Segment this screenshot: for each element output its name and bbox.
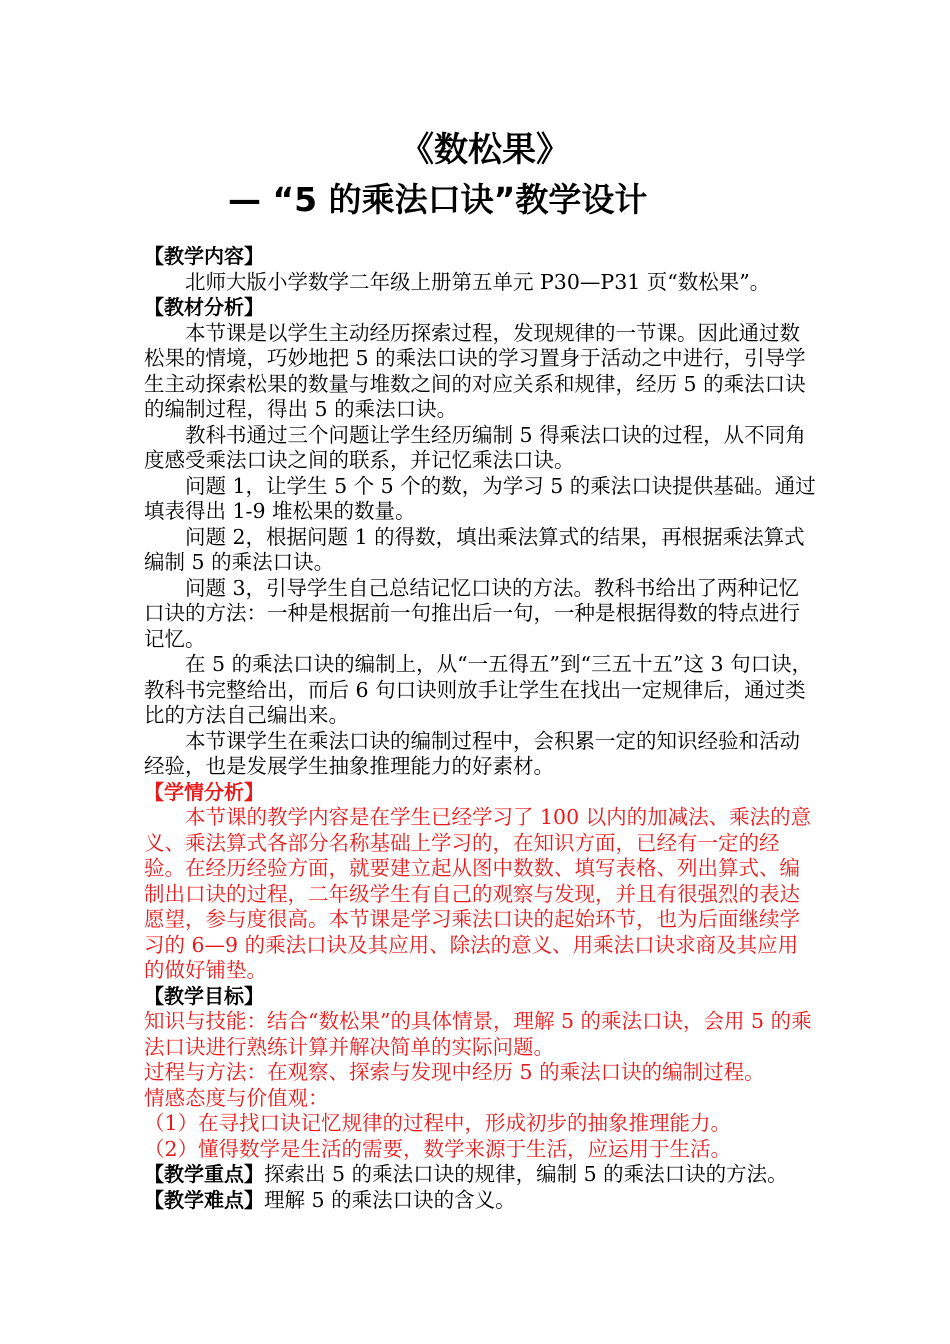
analysis-paragraph-4: 问题 2，根据问题 1 的得数，填出乘法算式的结果，再根据乘法算式编制 5 的乘法口诀。 xyxy=(144,524,805,574)
goal-emotion-item-1: （1）在寻找口诀记忆规律的过程中，形成初步的抽象推理能力。 xyxy=(144,1111,732,1135)
analysis-paragraph-1: 本节课是以学生主动经历探索过程，发现规律的一节课。因此通过数松果的情境，巧妙地把 5 的乘法口诀的学习置身于活动之中进行，引导学生主动探索松果的数量与堆数之间的对应关系和规律，经历 5 的乘法口诀的编制过程，得出 5 的乘法口诀。 xyxy=(144,320,806,421)
document-title: 《数松果》 xyxy=(400,130,570,170)
section-heading-students: 【学情分析】 xyxy=(144,779,264,804)
section-heading-difficulty: 【教学难点】 xyxy=(144,1187,264,1212)
goal-emotion-item-2: （2）懂得数学是生活的需要，数学来源于生活，应运用于生活。 xyxy=(144,1136,732,1161)
document-subtitle: — “5 的乘法口诀”教学设计 xyxy=(228,180,648,219)
analysis-paragraph-2: 教科书通过三个问题让学生经历编制 5 得乘法口诀的过程，从不同角度感受乘法口诀之间的联系，并记忆乘法口诀。 xyxy=(144,422,806,472)
section-heading-analysis: 【教材分析】 xyxy=(144,295,264,319)
difficulty-line xyxy=(144,1188,818,1214)
students-paragraph: 本节课的教学内容是在学生已经学习了 100 以内的加减法、乘法的意义、乘法算式各部分名称基础上学习的，在知识方面，已经有一定的经验。在经历经验方面，就要建立起从图中数数、填写表格、列出算式、编制出口诀的过程，二年级学生有自己的观察与发现，并且有很强烈的表达愿望，参与度很高。本节课是学习乘法口诀的起始环节，也为后面继续学习的 6—9 的乘法口诀及其应用、除法的意义、用乘法口诀求商及其应用的做好铺垫。 xyxy=(144,805,812,982)
section-heading-key: 【教学重点】 xyxy=(144,1162,264,1186)
goal-knowledge: 知识与技能：结合“数松果”的具体情景，理解 5 的乘法口诀，会用 5 的乘法口诀进行熟练计算并解决简单的实际问题。 xyxy=(144,1009,812,1059)
analysis-paragraph-6: 在 5 的乘法口诀的编制上，从“一五得五”到“三五十五”这 3 句口诀，教科书完整给出，而后 6 句口诀则放手让学生在找出一定规律后，通过类比的方法自己编出来。 xyxy=(144,652,813,727)
difficulty-text: 理解 5 的乘法口诀的含义。 xyxy=(264,1187,516,1212)
content-paragraph: 北师大版小学数学二年级上册第五单元 P30—P31 页“数松果”。 xyxy=(185,269,771,294)
section-heading-goals: 【教学目标】 xyxy=(144,983,264,1008)
key-points-text: 探索出 5 的乘法口诀的规律，编制 5 的乘法口诀的方法。 xyxy=(264,1162,788,1186)
goal-emotion: 情感态度与价值观： xyxy=(144,1085,329,1110)
goal-process: 过程与方法：在观察、探索与发现中经历 5 的乘法口诀的编制过程。 xyxy=(144,1060,765,1084)
analysis-paragraph-7: 本节课学生在乘法口诀的编制过程中，会积累一定的知识经验和活动经验，也是发展学生抽象推理能力的好素材。 xyxy=(144,728,800,778)
section-heading-content: 【教学内容】 xyxy=(144,244,264,268)
analysis-paragraph-3: 问题 1，让学生 5 个 5 个的数，为学习 5 的乘法口诀提供基础。通过填表得出 1-9 堆松果的数量。 xyxy=(144,473,816,523)
analysis-paragraph-5: 问题 3，引导学生自己总结记忆口诀的方法。教科书给出了两种记忆口诀的方法：一种是根据前一句推出后一句，一种是根据得数的特点进行记忆。 xyxy=(144,575,800,651)
key-points-line xyxy=(144,1162,818,1188)
document-body xyxy=(144,244,818,1213)
